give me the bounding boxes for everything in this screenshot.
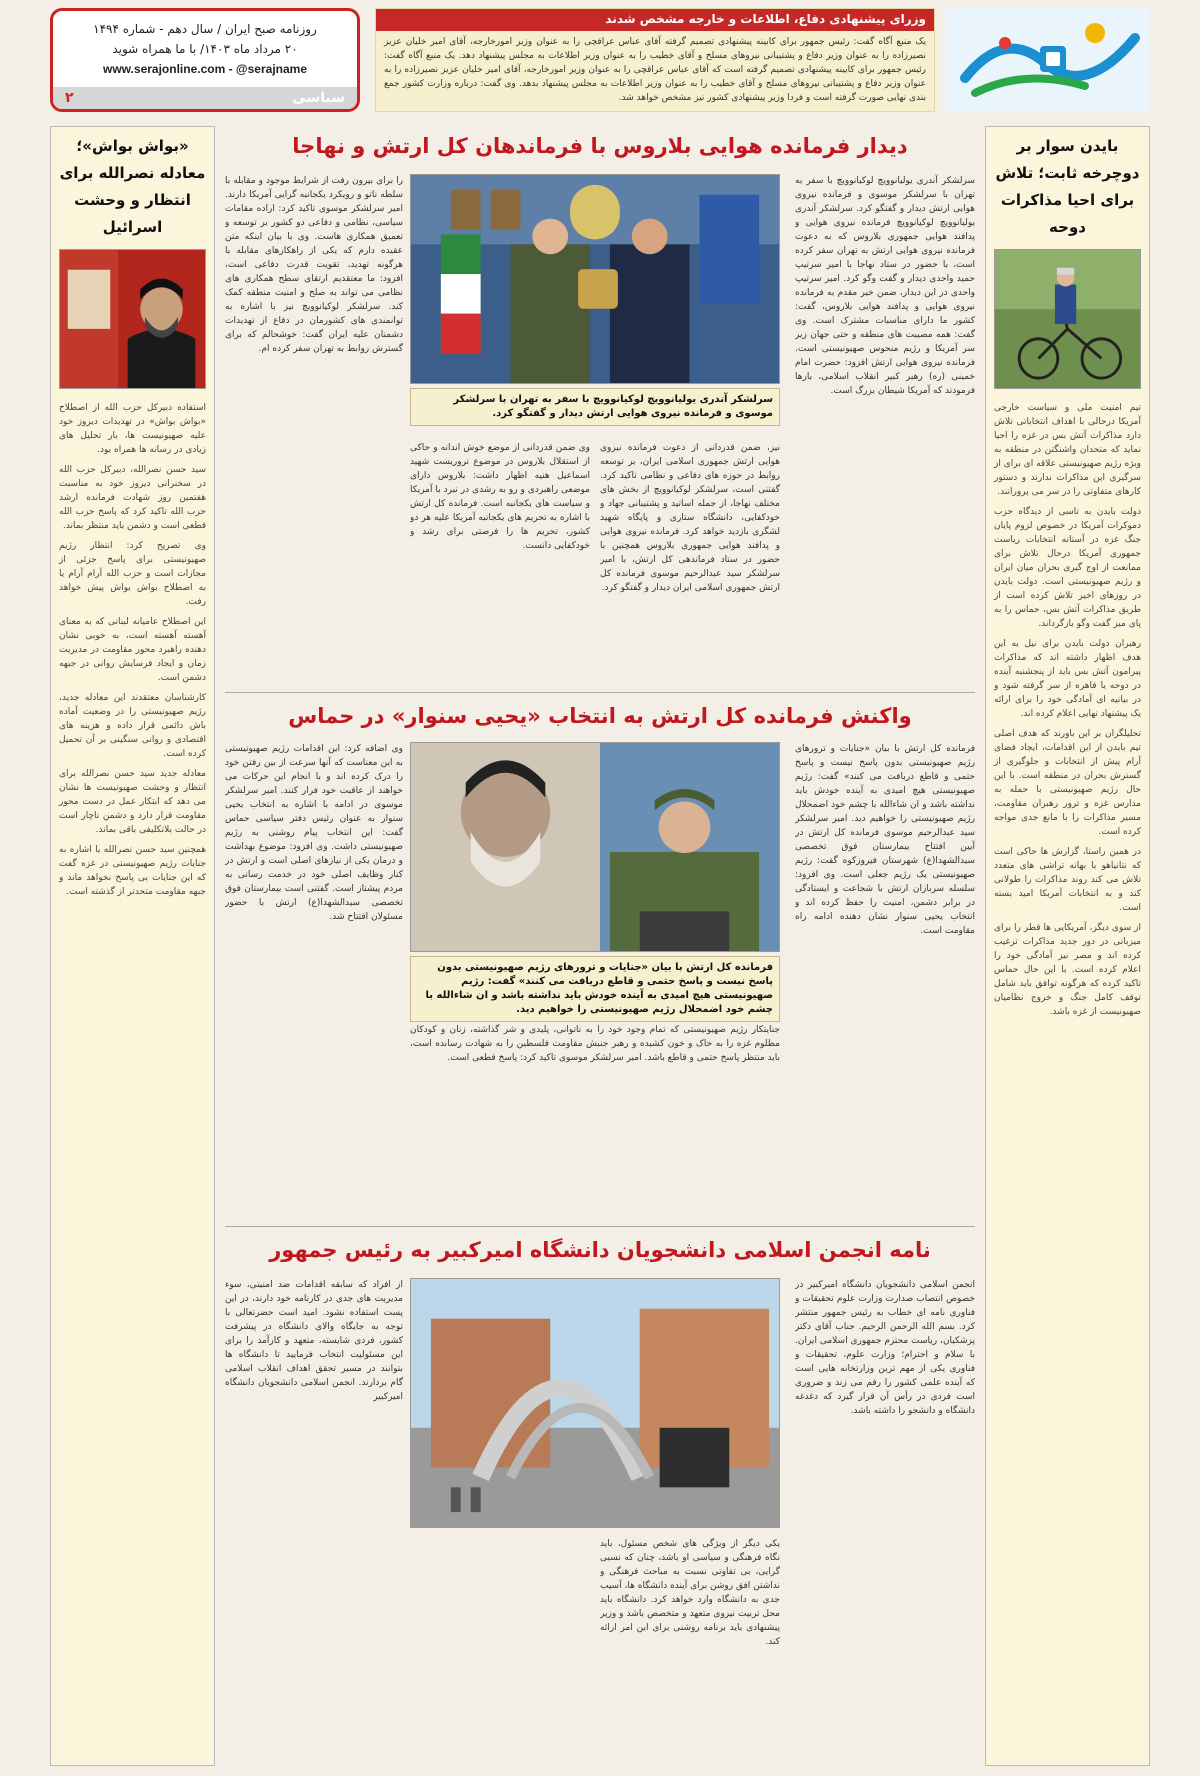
main-content bbox=[225, 126, 975, 1766]
right-column-body bbox=[994, 401, 1141, 1019]
right-column-title: بایدن سوار بر دوچرخه ثابت؛ تلاش برای احیا مذاکرات دوحه bbox=[995, 137, 1140, 236]
ticker-body: یک منبع آگاه گفت: رئیس جمهور برای کابینه پیشنهادی تصمیم گرفته آقای عباس عراقچی را به عنوان وزیر امورخارجه، آقای امیر خلیان عزیز نصیرزاده را به عنوان وزیر دفاع و پشتیبانی نیروهای مسلح و آقای خطیب را به عنوان وزیر اطلاعات به مجلس پیشنهاد دهد. یک منبع آگاه گفت: رئیس جمهور برای کابینه پیشنهادی تصمیم گرفته است که آقای عباس عراقچی را به عنوان وزیر امورخارجه، آقای امیر خلیان عزیز نصیرزاده را به عنوان وزیر دفاع و پشتیبانی نیروهای مسلح و آقای خطیب را به عنوان وزیر اطلاعات به مجلس پیشنهاد بدهد. وی گفت: درباره وزارت کشور جمع بندی نهایی صورت گرفته است و فردا وزیر پیشنهادی کشور نیز مشخص خواهد شد. bbox=[384, 37, 926, 103]
article-divider bbox=[225, 692, 975, 693]
masthead-info-box bbox=[50, 8, 360, 112]
right-column-paragraph: دولت بایدن به تاسی از دیدگاه حزب دموکرات آمریکا در خصوص لزوم پایان جنگ غزه در آستانه انتخابات ریاست جمهوری آمریکا درحال تلاش برای ممانعت از اوج گیری بحران میان ایران و رژیم صهیونیستی است. دولت بایدن در روزهای اخیر تلاش کرده است از طریق مذاکرات آتش بس، حماس را به پای میز گفت وگو بازگرداند. bbox=[994, 507, 1141, 629]
photo-caption: سرلشکر آندری یولیانوویچ لوکیانوویچ با سفر به تهران با سرلشکر موسوی و فرمانده نیروی هوایی ارتش دیدار و گفتگو کرد. bbox=[410, 388, 780, 426]
right-column-paragraph: از سوی دیگر، آمریکایی ها قطر را برای میزبانی در دور جدید مذاکرات ترغیب کرده اند و مصر نیز آمادگی خود را اعلام کرده است. با این حال حماس تاکید کرده که هرگونه توافق باید شامل توقف کامل جنگ و خروج نظامیان صهیونیست از غزه باشد. bbox=[994, 923, 1141, 1017]
left-column-paragraph: وی تصریح کرد: انتظار رژیم صهیونیستی برای پاسخ جزئی از مجازات است و حزب الله آرام آرام یا به اصطلاح بواش بواش پیش خواهد رفت. bbox=[59, 541, 206, 607]
right-column bbox=[985, 126, 1150, 1766]
masthead-website[interactable]: www.serajonline.com - @serajname bbox=[103, 62, 307, 76]
article-column: سرلشکر آندری یولیانوویچ لوکیانوویچ با سفر به تهران با سرلشکر موسوی و فرمانده نیروی هوایی ارتش دیدار و گفتگو کرد. سرلشکر آندری یولیانوویچ لوکیانوویچ فرمانده نیروی هوایی و پدافند هوایی جمهوری بلاروس که به دعوت فرمانده نیروی هوایی ارتش به تهران سفر کرده است، با حضور در ستاد نهاجا با امیر سرتیپ حمید واحدی دیدار و گفت وگو کرد. امیر سرتیپ واحدی در این دیدار، ضمن خیر مقدم به فرمانده نیروی هوایی و پدافند هوایی بلاروس، گفت: کشور ما دارای مناسبات مشترک است. وی گفت: همه مصیبت های منطقه و حتی جهان زیر سر آمریکا و رژیم منحوس صهیونیستی است. فرمانده نیروی هوایی ارتش افزود: حضرت امام خمینی (ره) رهبر کبیر انقلاب اسلامی، بارها فرمودند که آمریکا شیطان بزرگ است. bbox=[795, 176, 975, 396]
article-army-sinwar bbox=[225, 698, 975, 1238]
article-column: فرمانده کل ارتش با بیان «جنایات و ترورهای رژیم صهیونیستی بدون پاسخ نیست و پاسخ حتمی و قاطع دریافت می کنند» گفت: رژیم صهیونیستی هیچ امیدی به آینده خودش باید نداشته باشد و ان شاءالله با چشم خود اضمحلال رژیم صهیونیستی را خواهیم دید. امیر سرلشکر سید عبدالرحیم موسوی فرمانده کل ارتش در آیین افتتاح بیمارستان فوق تخصصی سیدالشهدا(ع) شهرستان فیروزکوه گفت: رژیم صهیونیستی یک رژیم جعلی است. وی افزود: سلسله سربازان ارتش با شجاعت و ایستادگی در برابر دشمن، امنیت را حفظ کرده اند و انتخاب یحیی سنوار نشان دهنده ادامه راه مقاومت است. bbox=[795, 744, 975, 936]
right-column-paragraph: رهبران دولت بایدن برای نیل به این هدف اظهار داشته اند که مذاکرات پیرامون آتش بس باید از پنجشنبه آینده در دوحه یا قاهره از سر گرفته شود و در بیانیه ای آمادگی خود را برای ارائه یک پیشنهاد نهایی اعلام کرده اند. bbox=[994, 639, 1141, 719]
page-number: ۲ bbox=[65, 90, 74, 106]
amirkabir-university-photo bbox=[410, 1278, 780, 1528]
left-column-paragraph: این اصطلاح عامیانه لبنانی که به معنای آهسته آهسته است، به خوبی نشان دهنده راهبرد محور مقاومت در مدیریت زمان و ایجاد فرسایش روانی در جبهه دشمن است. bbox=[59, 617, 206, 683]
left-column-paragraph: معادله جدید سید حسن نصرالله برای انتظار و وحشت صهیونیست ها نشان می دهد که ابتکار عمل در دست محور مقاومت قرار دارد و دشمن ناچار است در حالت بلاتکلیفی باقی بماند. bbox=[59, 769, 206, 835]
article-title[interactable]: نامه انجمن اسلامی دانشجویان دانشگاه امیرکبیر به رئیس جمهور bbox=[269, 1238, 931, 1262]
article-divider bbox=[225, 1226, 975, 1227]
article-column: یکی دیگر از ویژگی های شخص مسئول، باید نگاه فرهنگی و سیاسی او باشد، چنان که نسبی گرایی، بی تفاوتی نسبت به مباحث فرهنگی و نداشتن افق روشن برای آینده دانشگاه ها، آسیب جدی به دانشگاه وارد خواهد کرد. دانشگاه باید محل تربیت نیروی متعهد و متخصص باشد و وزیر پیشنهادی باید برنامه روشنی برای این امر ارائه کند. bbox=[600, 1539, 780, 1647]
news-ticker bbox=[375, 8, 935, 112]
section-bar bbox=[53, 87, 357, 109]
article-column: نیز، ضمن قدردانی از دعوت فرمانده نیروی هوایی ارتش جمهوری اسلامی ایران، بر توسعه روابط در حوزه های دفاعی و نظامی تاکید کرد. گفتنی است، سرلشکر لوکیانوویچ از بخش های مختلف نهاجا، از جمله اساتید و پشتیبانی جهاد و خودکفایی، دانشگاه ستاری و پایگاه شهید لشگری بازدید خواهد کرد. فرمانده نیروی هوایی و پدافند هوایی جمهوری بلاروس همچنین با حضور در ستاد فرماندهی کل ارتش، با امیر سرلشکر سید عبدالرحیم موسوی فرمانده کل ارتش جمهوری اسلامی ایران دیدار و گفتگو کرد. bbox=[600, 443, 780, 593]
left-column-paragraph: سید حسن نصرالله، دبیرکل حزب الله در سخنرانی دیروز خود به مناسبت هفتمین روز شهادت فرمانده ارشد حزب الله تاکید کرد که پاسخ حزب الله قطعی است و دشمن باید منتظر بماند. bbox=[59, 465, 206, 531]
page-header bbox=[50, 8, 1150, 120]
army-commander-photo bbox=[410, 742, 780, 952]
biden-bicycle-photo bbox=[994, 249, 1141, 389]
newspaper-logo[interactable] bbox=[945, 8, 1150, 112]
article-column: وی ضمن قدردانی از موضع خوش اندانه و حاکی از استقلال بلاروس در موضوع تروریست شهید اسماعیل هنیه اظهار داشت: بلاروس دارای موضعی راهبردی و رو به رشدی در نبرد با آمریکا و سیاست های یکجانبه است. فرمانده کل ارتش با اشاره به تحریم های یکجانبه آمریکا علیه هر دو کشور، تحریم ها را فرصتی برای رشد و خودکفایی دانست. bbox=[410, 443, 590, 551]
right-column-paragraph: در همین راستا، گزارش ها حاکی است که نتانیاهو با بهانه تراشی های متعدد تلاش می کند روند مذاکرات را طولانی کند و به انتخابات آمریکا امید بسته است. bbox=[994, 847, 1141, 913]
right-column-paragraph: تیم امنیت ملی و سیاست خارجی آمریکا درحالی با اهداف انتخاباتی تلاش دارد مذاکرات آتش بس در غزه را احیا نماید که متحدان واشنگتن در منطقه به ویژه رژیم صهیونیستی علاقه ای برای از سرگیری این مذاکرات ندارند و دستور کارهای متفاوتی را در سر می پرورانند. bbox=[994, 403, 1141, 497]
masthead-issue-line: روزنامه صبح ایران / سال دهم - شماره ۱۴۹۴ bbox=[93, 22, 317, 36]
article-belarus-visit bbox=[225, 126, 975, 686]
left-column-body bbox=[59, 401, 206, 899]
photo-caption: فرمانده کل ارتش با بیان «جنایات و ترورهای رژیم صهیونیستی بدون پاسخ نیست و پاسخ حتمی و قاطع دریافت می کنند» گفت: رژیم صهیونیستی هیچ امیدی به آینده خودش باید نداشته باشد و ان شاءالله با چشم خود اضمحلال رژیم صهیونیستی را خواهیم دید. bbox=[410, 956, 780, 1022]
belarus-meeting-photo bbox=[410, 174, 780, 384]
article-title[interactable]: واکنش فرمانده کل ارتش به انتخاب «یحیی سنوار» در حماس bbox=[288, 704, 912, 728]
left-column-paragraph: همچنین سید حسن نصرالله با اشاره به جنایات رژیم صهیونیستی در غزه گفت که این جنایات بی پاسخ نخواهد ماند و جبهه مقاومت متحدتر از گذشته است. bbox=[59, 845, 206, 897]
article-column: جنایتکار رژیم صهیونیستی که تمام وجود خود را به ناتوانی، پلیدی و شر گذاشته، زنان و کودکان مظلوم غزه را به خاک و خون کشیده و رهبر جنبش مقاومت فلسطین را به شهادت رسانده است، باید منتظر پاسخ حتمی و قاطع باشد. امیر سرلشکر موسوی تاکید کرد: پاسخ قطعی است. bbox=[410, 1025, 780, 1063]
article-title[interactable]: دیدار فرمانده هوایی بلاروس با فرماندهان کل ارتش و نهاجا bbox=[292, 134, 908, 158]
section-name: سیاسی bbox=[292, 90, 345, 106]
left-column-paragraph: کارشناسان معتقدند این معادله جدید، رژیم صهیونیستی را در وضعیت آماده باش دائمی قرار داده و هزینه های اقتصادی و روانی سنگینی بر آن تحمیل کرده است. bbox=[59, 693, 206, 759]
left-column-paragraph: استفاده دبیرکل حزب الله از اصطلاح «بواش بواش» در تهدیدات دیروز خود علیه صهیونیست ها، بار تحلیل های زیادی در رسانه ها همراه بود. bbox=[59, 403, 206, 455]
article-column: انجمن اسلامی دانشجویان دانشگاه امیرکبیر در خصوص انتصاب صدارت وزارت علوم تحقیقات و فناوری نامه ای خطاب به رئیس جمهور منتشر کرد. بسم الله الرحمن الرحیم. جناب آقای دکتر پزشکیان، ریاست محترم جمهوری اسلامی ایران. با سلام و احترام؛ وزارت علوم، تحقیقات و فناوری یکی از مهم ترین وزارتخانه هایی است که آینده علمی کشور را رقم می زند و ضروری است فردی در رأس آن قرار گیرد که دغدغه دانشگاه و دانشجو را داشته باشد. bbox=[795, 1280, 975, 1416]
masthead-date-line: ۲۰ مرداد ماه ۱۴۰۳/ با ما همراه شوید bbox=[112, 42, 298, 56]
article-column: از افراد که سابقه اقدامات ضد امنیتی، سوء مدیریت های جدی در کارنامه خود دارند، در این پست استفاده نشود. امید است حضرتعالی با توجه به جایگاه والای دانشگاه در پیشرفت کشور، فردی شایسته، متعهد و کارآمد را برای این مسئولیت انتخاب فرمایید تا دانشگاه ها بتوانند در مسیر تحقق اهداف انقلاب اسلامی گام بردارند. انجمن اسلامی دانشجویان دانشگاه امیرکبیر bbox=[225, 1280, 403, 1402]
right-column-paragraph: تحلیلگران بر این باورند که هدف اصلی تیم بایدن از این اقدامات، ایجاد فضای آرام پیش از انتخابات و جلوگیری از گسترش بحران در منطقه است. با این حال رژیم صهیونیستی با حمله به مدارس غزه و ترور رهبران مقاومت، مسیر مذاکرات را با مانع جدی مواجه کرده است. bbox=[994, 729, 1141, 837]
article-amirkabir-letter bbox=[225, 1232, 975, 1762]
left-column bbox=[50, 126, 215, 1766]
left-column-title: «بواش بواش»؛ معادله نصرالله برای انتظار و وحشت اسرائیل bbox=[59, 137, 206, 236]
nasrallah-photo bbox=[59, 249, 206, 389]
ticker-title: وزرای پیشنهادی دفاع، اطلاعات و خارجه مشخص شدند bbox=[376, 9, 934, 31]
article-column: را برای بیرون رفت از شرایط موجود و مقابله با سلطه ناتو و رویکرد یکجانبه گرایی آمریکا دارند. امیر سرلشکر موسوی تاکید کرد: اراده مقامات سیاسی، نظامی و دفاعی دو کشور بر توسعه و تعمیق همکاری هاست. وی با بیان اینکه متن عقیده دارم که یکی از راهکارهای مقابله با هرگونه تهدید، تقویت قدرت دفاعی است، افزود: ما معتقدیم ارتقای سطح همکاری های نظامی می تواند به صلح و امنیت منطقه کمک کند. سرلشکر لوکیانوویچ نیز با اشاره به توانمندی های کشورمان در دفاع از تهدیدات دشمنان علیه ایران گفت: خوشحالم که برای گسترش روابط به تهران سفر کرده ام. bbox=[225, 176, 403, 354]
article-column: وی اضافه کرد: این اقدامات رژیم صهیونیستی به این معناست که آنها سرعت از بین رفتن خود را درک کرده اند و با انجام این حرکات می خواهند از عاقبت خود فرار کنند. امیر سرلشکر موسوی در ادامه با اشاره به انتخاب یحیی سنوار به عنوان رئیس دفتر سیاسی حماس گفت: این انتخاب پیام روشنی به رژیم صهیونیستی داشت. وی افزود: موضوع بهداشت و درمان یکی از نیازهای اصلی است و ارتش در کنار وظایف اصلی خود در خدمت رسانی به مردم پیشتاز است. گفتنی است بیمارستان فوق تخصصی سیدالشهدا(ع) ارتش با حضور مسئولان افتتاح شد. bbox=[225, 744, 403, 922]
logo-graphic bbox=[945, 8, 1150, 112]
